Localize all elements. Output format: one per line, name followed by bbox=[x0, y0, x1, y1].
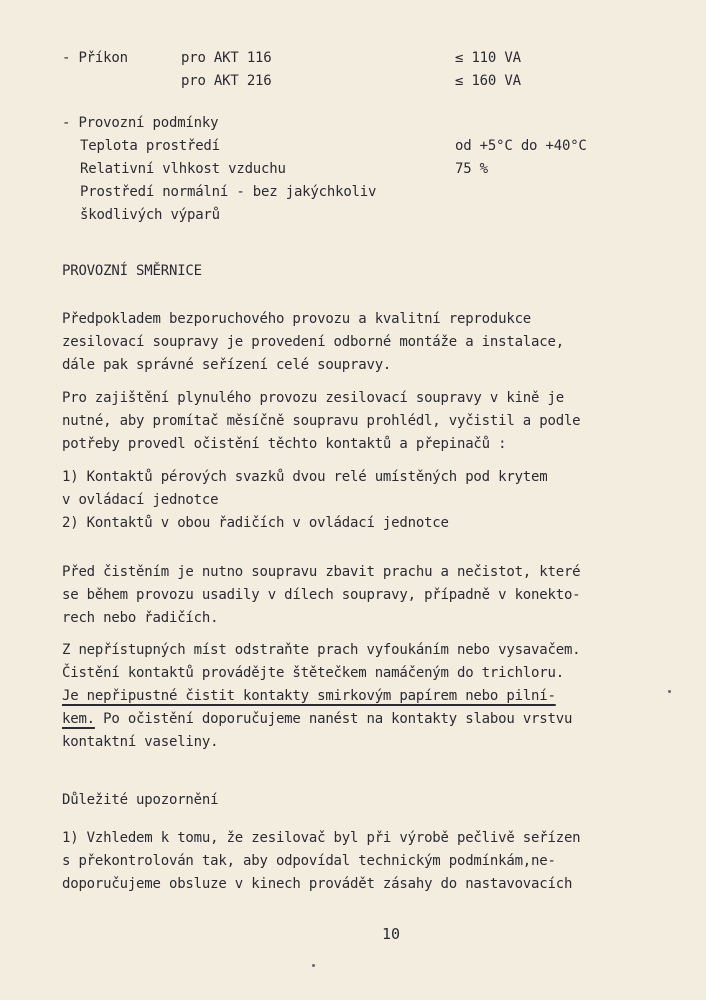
operating-row-1-value: od +5°C do +40°C bbox=[455, 138, 587, 154]
section-title: PROVOZNÍ SMĚRNICE bbox=[62, 263, 202, 279]
operating-row-2-value: 75 % bbox=[455, 161, 488, 177]
warning-line-rest: Po očistění doporučujeme nanést na kontakty slabou vrstvu bbox=[94, 711, 573, 727]
power-label: - Příkon bbox=[62, 50, 128, 66]
list-item: v ovládací jednotce bbox=[62, 492, 219, 508]
paragraph1-line: dále pak správné seřízení celé soupravy. bbox=[62, 357, 392, 373]
operating-row-4-label: škodlivých výparů bbox=[80, 207, 220, 223]
list-item: 1) Kontaktů pérových svazků dvou relé umístěných pod krytem bbox=[62, 469, 548, 485]
page-number: 10 bbox=[382, 925, 401, 943]
list-item: 2) Kontaktů v obou řadičích v ovládací jednotce bbox=[62, 515, 449, 531]
operating-row-2-label: Relativní vlhkost vzduchu bbox=[80, 161, 286, 177]
operating-label: - Provozní podmínky bbox=[62, 115, 219, 131]
notice-item: s překontrolován tak, aby odpovídal technickým podmínkám,ne- bbox=[62, 853, 556, 869]
paragraph1-line: Předpokladem bezporuchového provozu a kvalitní reprodukce bbox=[62, 311, 532, 327]
warning-underlined-word: kem. bbox=[62, 711, 95, 727]
paragraph1-line: zesilovací soupravy je provedení odborné montáže a instalace, bbox=[62, 334, 564, 350]
operating-row-1-label: Teplota prostředí bbox=[80, 138, 220, 154]
power-model-1: pro AKT 116 bbox=[181, 50, 272, 66]
notice-item: doporučujeme obsluze v kinech provádět zásahy do nastavovacích bbox=[62, 876, 573, 892]
paragraph2-line: potřeby provedl očistění těchto kontaktů a přepinačů : bbox=[62, 436, 507, 452]
notice-title: Důležité upozornění bbox=[62, 792, 219, 808]
paper-speck bbox=[312, 964, 315, 967]
paper-speck bbox=[668, 690, 671, 693]
power-value-1: ≤ 110 VA bbox=[455, 50, 521, 66]
paragraph3-line: se během provozu usadily v dílech soupravy, případně v konekto- bbox=[62, 587, 581, 603]
operating-row-3-label: Prostředí normální - bez jakýchkoliv bbox=[80, 184, 377, 200]
paragraph3-line: Před čistěním je nutno soupravu zbavit prachu a nečistot, které bbox=[62, 564, 581, 580]
paragraph2-line: nutné, aby promítač měsíčně soupravu prohlédl, vyčistil a podle bbox=[62, 413, 581, 429]
notice-item: 1) Vzhledem k tomu, že zesilovač byl při výrobě pečlivě seřízen bbox=[62, 830, 581, 846]
paragraph3-line: rech nebo řadičích. bbox=[62, 610, 219, 626]
paragraph2-line: Pro zajištění plynulého provozu zesilovací soupravy v kině je bbox=[62, 390, 564, 406]
power-value-2: ≤ 160 VA bbox=[455, 73, 521, 89]
paragraph4-line: Čistění kontaktů provádějte štětečkem namáčeným do trichloru. bbox=[62, 665, 564, 681]
warning-line: kontaktní vaseliny. bbox=[62, 734, 219, 750]
warning-line bbox=[62, 710, 572, 728]
paragraph4-line: Z nepřístupných míst odstraňte prach vyfoukáním nebo vysavačem. bbox=[62, 642, 581, 658]
warning-line: Je nepřipustné čistit kontakty smirkovým papírem nebo pilní- bbox=[62, 688, 556, 704]
power-model-2: pro AKT 216 bbox=[181, 73, 272, 89]
